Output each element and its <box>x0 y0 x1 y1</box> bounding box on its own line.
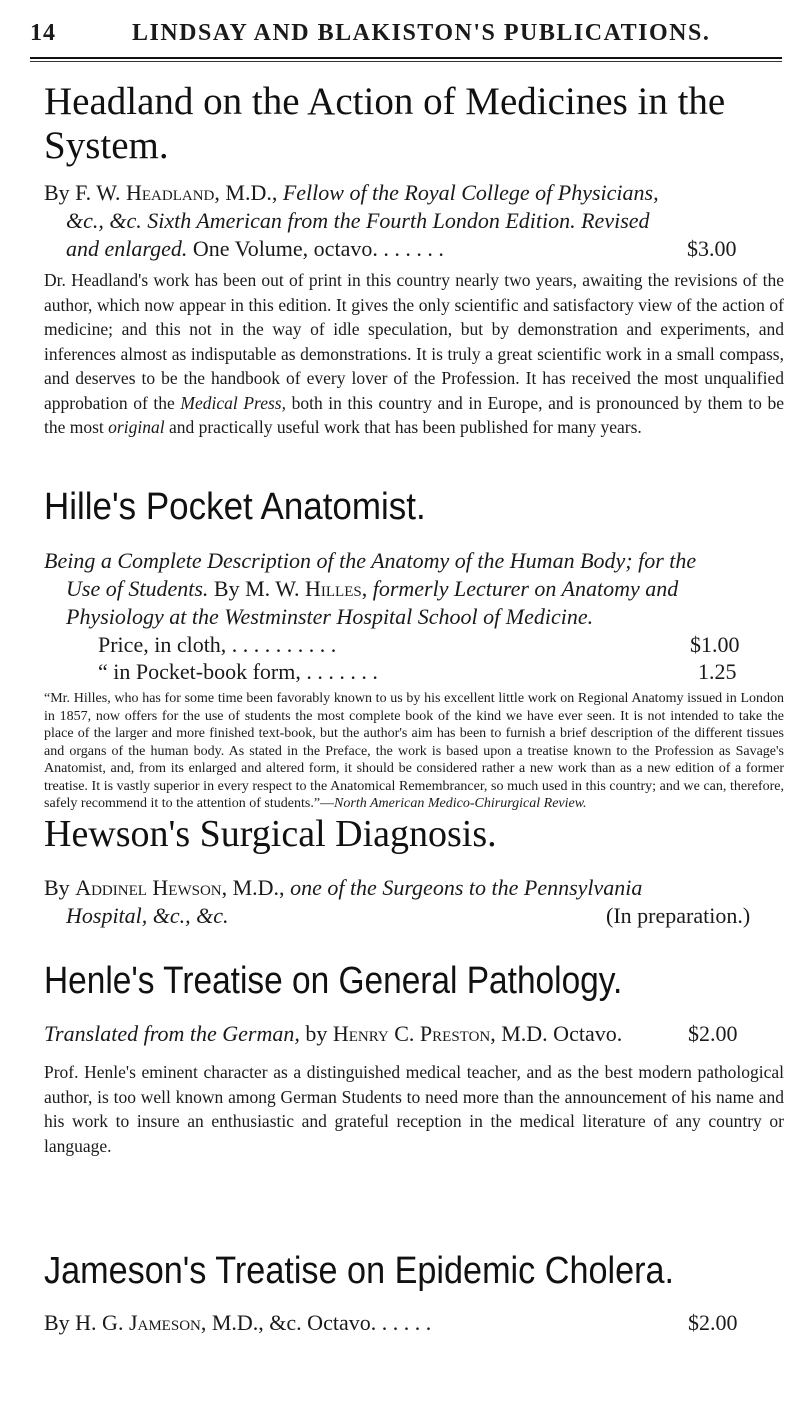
author-name: Hilles <box>304 576 362 601</box>
price-jameson: $2.00 <box>688 1310 738 1335</box>
review-source: North American Medico-Chirurgical Review. <box>334 796 587 811</box>
entry-title-hille: Hille's Pocket Anatomist. <box>44 486 426 528</box>
price-line-pocketbook: “ in Pocket-book form, . . . . . . . <box>98 659 378 684</box>
description-headland: Dr. Headland's work has been out of print in this country nearly two years, awaiting the revisions of the author, which now appear in this edition. It gives the only scientific and satisfactory view of the action of medicine; and this not in the way of idle speculation, but by demonstration and experiments, and inferences almost as indisputable as demonstrations. It is truly a great scientific work in a small compass, and deserves to be the handbook of every lover of the Profession. It has received the most unqualified approbation of the Medical Press, both in this country and in Europe, and is pronounced by them to be the most original and practically useful work that has been published for many years. <box>44 270 785 437</box>
entry-title-headland <box>44 80 784 168</box>
byline-hewson-1: By Addinel Hewson, M.D., one of the Surgeons to the Pennsylvania <box>44 875 643 900</box>
status-hewson: (In preparation.) <box>606 903 751 928</box>
author-name: Jameson <box>128 1310 201 1335</box>
subtitle-hille-2: Use of Students. By M. W. Hilles, formerly Lecturer on Anatomy and <box>66 576 679 601</box>
entry-title-line-2: System. <box>44 124 169 167</box>
byline-headland-3: and enlarged. One Volume, octavo. . . . . . . <box>66 236 444 261</box>
entry-title-jameson: Jameson's Treatise on Epidemic Cholera. <box>44 1250 675 1292</box>
price-pocketbook: 1.25 <box>698 659 737 684</box>
header-rule-thin <box>30 61 782 62</box>
author-name: Headland <box>126 180 215 205</box>
price-line-cloth: Price, in cloth, . . . . . . . . . . <box>98 632 337 657</box>
author-name: Henry C. Preston <box>332 1021 491 1046</box>
entry-title-henle: Henle's Treatise on General Pathology. <box>44 960 623 1002</box>
byline-headland-1: By F. W. Headland, M.D., Fellow of the Royal College of Physicians, <box>44 180 659 205</box>
price-henle: $2.00 <box>688 1021 738 1046</box>
running-title: LINDSAY AND BLAKISTON'S PUBLICATIONS. <box>132 20 711 46</box>
subtitle-hille-3: Physiology at the Westminster Hospital School of Medicine. <box>66 604 594 629</box>
price-headland: $3.00 <box>687 236 737 261</box>
running-header <box>30 16 782 52</box>
description-henle: Prof. Henle's eminent character as a distinguished medical teacher, and as the best modern pathological author, is too well known among German Students to need more than the announcement of his name and his work to insure an enthusiastic and grateful reception in the medical literature of any country or language. <box>44 1062 784 1156</box>
byline-headland-2: &c., &c. Sixth American from the Fourth London Edition. Revised <box>66 208 650 233</box>
byline-henle: Translated from the German, by Henry C. Preston, M.D. Octavo. <box>44 1021 623 1046</box>
page-number: 14 <box>30 20 56 46</box>
entry-title-line-1: Headland on the Action of Medicines in the <box>44 80 726 123</box>
review-hille: “Mr. Hilles, who has for some time been favorably known to us by his excellent little work on Regional Anatomy issued in London in 1857, now offers for the use of students the most complete book of the kind we have ever seen. It is not intended to take the place of the larger and more finished text-book, but the author's aim has been to furnish a brief description of the different tissues and organs of the human body. As stated in the Preface, the work is based upon a treatise known to the Profession as Savage's Anatomist, and, from its enlarged and altered form, it should be considered rather a new work than as a new edition of a former treatise. It is vastly superior in every respect to the Anatomical Remembrancer, so much used in this country; and we can, therefore, safely recommend it to the attention of students.”—North American Medico-Chirurgical Review. <box>44 691 784 811</box>
header-rule <box>30 57 782 59</box>
subtitle-hille-1: Being a Complete Description of the Anatomy of the Human Body; for the <box>44 548 697 573</box>
byline-hewson-2: Hospital, &c., &c. <box>66 903 229 928</box>
byline-jameson: By H. G. Jameson, M.D., &c. Octavo. . . . . . <box>44 1310 432 1335</box>
entry-title-hewson: Hewson's Surgical Diagnosis. <box>44 813 497 855</box>
price-cloth: $1.00 <box>690 632 740 657</box>
author-name: Addinel Hewson <box>75 875 222 900</box>
